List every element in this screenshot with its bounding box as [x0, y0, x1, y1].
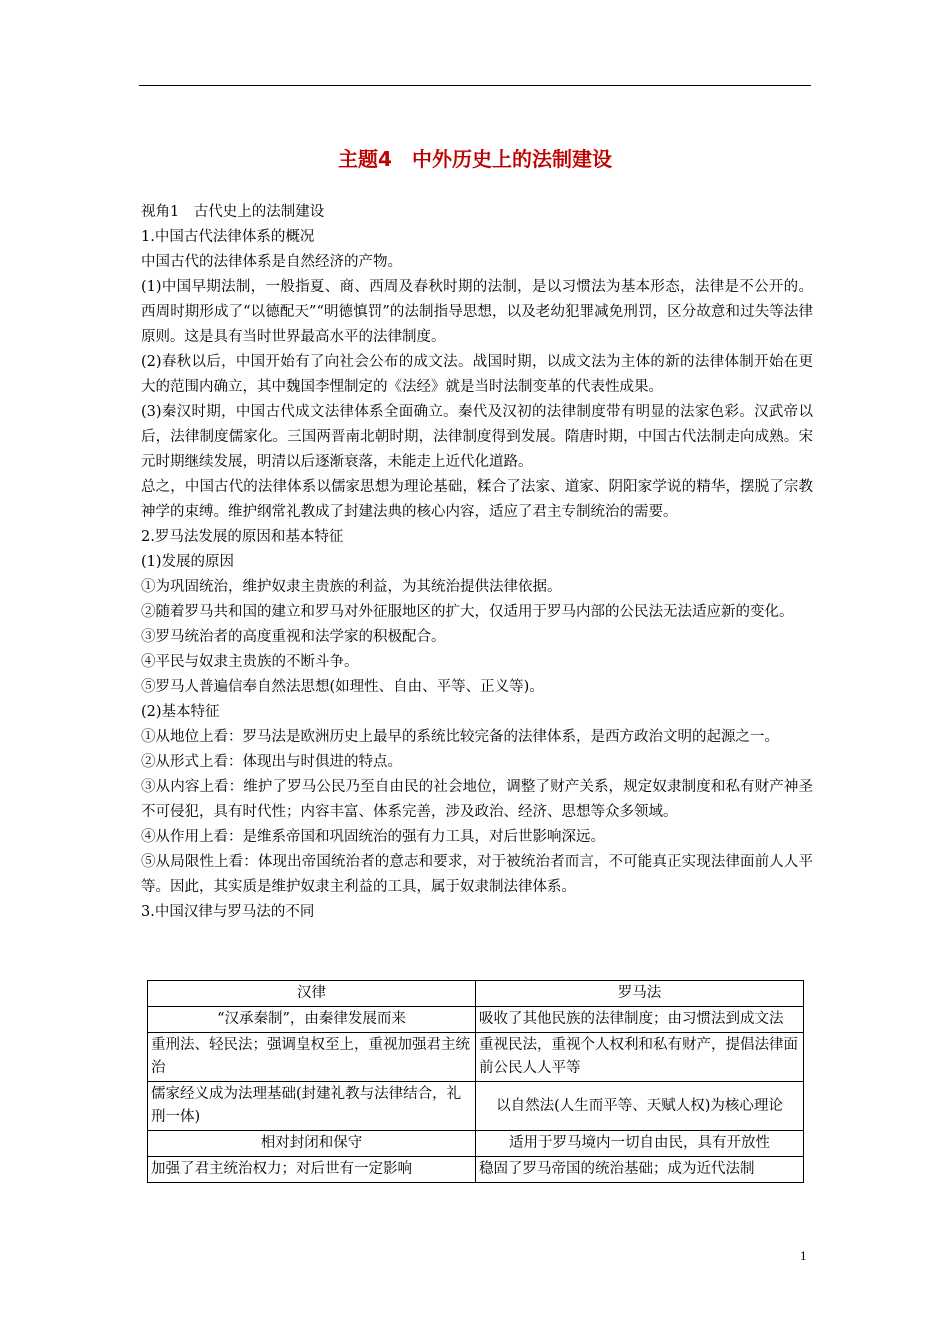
paragraph: 总之，中国古代的法律体系以儒家思想为理论基础，糅合了法家、道家、阴阳家学说的精华，摆脱了宗教神学的束缚。维护纲常礼教成了封建法典的核心内容，适应了君主专制统治的需要。 [141, 479, 813, 520]
table-row [148, 1033, 804, 1082]
paragraph: (2)春秋以后，中国开始有了向社会公布的成文法。战国时期，以成文法为主体的新的法律体制开始在更大的范围内确立，其中魏国李悝制定的《法经》就是当时法制变革的代表性成果。 [141, 354, 813, 395]
list-item: ⑤从局限性上看：体现出帝国统治者的意志和要求，对于被统治者而言，不可能真正实现法律面前人人平等。因此，其实质是维护奴隶主利益的工具，属于奴隶制法律体系。 [141, 854, 813, 895]
table-cell: 重视民法，重视个人权利和私有财产，提倡法律面前公民人人平等 [476, 1033, 804, 1082]
list-item: ②从形式上看：体现出与时俱进的特点。 [141, 754, 402, 770]
paragraph: (1)中国早期法制，一般指夏、商、西周及春秋时期的法制，是以习惯法为基本形态，法律是不公开的。西周时期形成了“以德配天”“明德慎罚”的法制指导思想，以及老幼犯罪减免刑罚，区分故意和过失等法律原则。这是具有当时世界最高水平的法律制度。 [141, 279, 813, 345]
list-item: ③罗马统治者的高度重视和法学家的积极配合。 [141, 629, 446, 645]
table-header-cell: 汉律 [148, 981, 476, 1007]
heading-china-law-overview: 1.中国古代法律体系的概况 [141, 229, 315, 245]
table-cell: 以自然法(人生而平等、天赋人权)为核心理论 [476, 1082, 804, 1131]
list-item: ③从内容上看：维护了罗马公民乃至自由民的社会地位，调整了财产关系，规定奴隶制度和私有财产神圣不可侵犯，具有时代性；内容丰富、体系完善，涉及政治、经济、思想等众多领域。 [141, 779, 813, 820]
table-header-cell: 罗马法 [476, 981, 804, 1007]
header-rule [139, 85, 811, 86]
table-row [148, 1007, 804, 1033]
list-item: ①从地位上看：罗马法是欧洲历史上最早的系统比较完备的法律体系，是西方政治文明的起源之一。 [141, 729, 779, 745]
list-item: ⑤罗马人普遍信奉自然法思想(如理性、自由、平等、正义等)。 [141, 679, 544, 695]
table-row [148, 1082, 804, 1131]
list-item: ①为巩固统治，维护奴隶主贵族的利益，为其统治提供法律依据。 [141, 579, 562, 595]
table-row [148, 1131, 804, 1157]
table-cell: 相对封闭和保守 [148, 1131, 476, 1157]
body-text [141, 200, 813, 925]
page-title: 主题4 中外历史上的法制建设 [338, 147, 612, 171]
table-cell: “汉承秦制”，由秦律发展而来 [148, 1007, 476, 1033]
heading-roman-law: 2.罗马法发展的原因和基本特征 [141, 529, 344, 545]
section-heading-perspective: 视角1 古代史上的法制建设 [141, 204, 325, 220]
list-item: ④从作用上看：是维系帝国和巩固统治的强有力工具，对后世影响深远。 [141, 829, 605, 845]
heading-comparison: 3.中国汉律与罗马法的不同 [141, 904, 315, 920]
table-cell: 适用于罗马境内一切自由民，具有开放性 [476, 1131, 804, 1157]
table-cell: 稳固了罗马帝国的统治基础；成为近代法制 [476, 1157, 804, 1183]
page-number: 1 [800, 1248, 807, 1263]
paragraph: (3)秦汉时期，中国古代成文法律体系全面确立。秦代及汉初的法律制度带有明显的法家色彩。汉武帝以后，法律制度儒家化。三国两晋南北朝时期，法律制度得到发展。隋唐时期，中国古代法制走向成熟。宋元时期继续发展，明清以后逐渐衰落，未能走上近代化道路。 [141, 404, 813, 470]
list-item: ②随着罗马共和国的建立和罗马对外征服地区的扩大，仅适用于罗马内部的公民法无法适应新的变化。 [141, 604, 794, 620]
table-cell: 吸收了其他民族的法律制度；由习惯法到成文法 [476, 1007, 804, 1033]
table-cell: 加强了君主统治权力；对后世有一定影响 [148, 1157, 476, 1183]
table-cell: 儒家经义成为法理基础(封建礼教与法律结合，礼刑一体) [148, 1082, 476, 1131]
table-cell: 重刑法、轻民法；强调皇权至上，重视加强君主统治 [148, 1033, 476, 1082]
table-row [148, 1157, 804, 1183]
table-header-row [148, 981, 804, 1007]
paragraph: 中国古代的法律体系是自然经济的产物。 [141, 254, 402, 270]
list-item: ④平民与奴隶主贵族的不断斗争。 [141, 654, 359, 670]
subheading: (1)发展的原因 [141, 554, 235, 570]
comparison-table [147, 980, 804, 1183]
subheading: (2)基本特征 [141, 704, 220, 720]
